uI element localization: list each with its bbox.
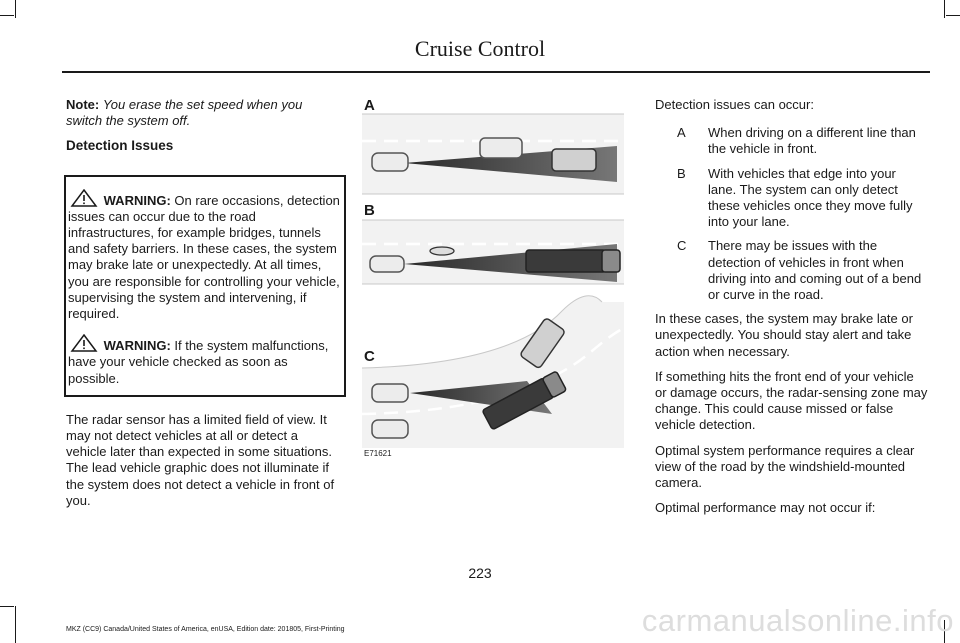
list-item-text: With vehicles that edge into your lane. The system can only detect these vehicles once they move fully into your lane.: [708, 165, 913, 230]
list-intro: Detection issues can occur:: [655, 97, 814, 112]
crop-mark-bottom-left: [15, 606, 16, 643]
figure-label-a: A: [364, 97, 375, 114]
paragraph-camera: Optimal system performance requires a clear view of the road by the windshield-mounted camera.: [655, 442, 915, 491]
list-item: [655, 238, 928, 303]
paragraph-brake: In these cases, the system may brake late or unexpectedly. You should stay alert and take action when necessary.: [655, 311, 913, 359]
note-text: You erase the set speed when you switch the system off.: [66, 97, 303, 129]
note-label: Note:: [66, 97, 100, 112]
list-item-text: When driving on a different line than the vehicle in front.: [708, 125, 916, 157]
warning-triangle-icon: [70, 334, 100, 352]
note: [66, 97, 342, 129]
figure-code: E71621: [364, 449, 392, 458]
crop-mark-top-left: [15, 0, 16, 18]
list-item: [655, 125, 928, 157]
scenario-a: [362, 114, 624, 194]
warning-1: [68, 189, 340, 323]
footer-edition: MKZ (CC9) Canada/United States of America, enUSA, Edition date: 201805, First-Printing: [66, 626, 345, 633]
crop-mark-bottom-left: [0, 606, 14, 607]
section-heading: Detection Issues: [66, 138, 174, 154]
warning-2: [68, 334, 340, 387]
crop-mark-top-left: [0, 15, 14, 16]
list-item-letter: B: [677, 165, 686, 181]
left-column: [66, 97, 342, 518]
warning-2-text: If the system malfunctions, have your vehicle checked as soon as possible.: [68, 338, 329, 386]
list-item: [655, 166, 928, 231]
list-item-letter: A: [677, 125, 686, 141]
detection-illustration: [362, 96, 624, 462]
crop-mark-top-right: [944, 0, 945, 18]
page-header-title: Cruise Control: [414, 36, 546, 61]
issue-list: [655, 125, 928, 303]
warning-1-label: WARNING:: [103, 192, 171, 208]
radar-paragraph: The radar sensor has a limited field of view. It may not detect vehicles at all or detect a vehicle later than expected in some situations. The lead vehicle graphic does not illuminate if the system does not detect a vehicle in front of you.: [66, 411, 335, 508]
right-column: [655, 97, 928, 525]
crop-mark-top-right: [946, 15, 960, 16]
watermark: carmanualsonline.info: [641, 603, 954, 638]
warning-triangle-icon: [70, 189, 100, 207]
warning-box: [64, 175, 346, 397]
header-rule: [62, 71, 930, 73]
warning-1-text: On rare occasions, detection issues can occur due to the road infrastructures, for example bridges, tunnels and safety barriers. In these cases, the system may brake late or unexpectedly. At all times, you are responsible for controlling your vehicle, supervising the system and intervening, if required.: [68, 192, 340, 322]
list-item-letter: C: [677, 238, 687, 254]
paragraph-damage: If something hits the front end of your vehicle or damage occurs, the radar-sensing zone may change. This could cause missed or false vehicle detection.: [655, 368, 928, 433]
warning-2-label: WARNING:: [103, 338, 171, 354]
figure-label-b: B: [364, 202, 375, 219]
figure-label-c: C: [364, 348, 375, 365]
scenario-c: [362, 296, 624, 448]
paragraph-optimal: Optimal performance may not occur if:: [655, 500, 876, 516]
list-item-text: There may be issues with the detection of vehicles in front when driving into and coming out of a bend or curve in the road.: [708, 238, 922, 303]
scenario-b: [362, 220, 624, 284]
page-number: 223: [468, 565, 492, 581]
